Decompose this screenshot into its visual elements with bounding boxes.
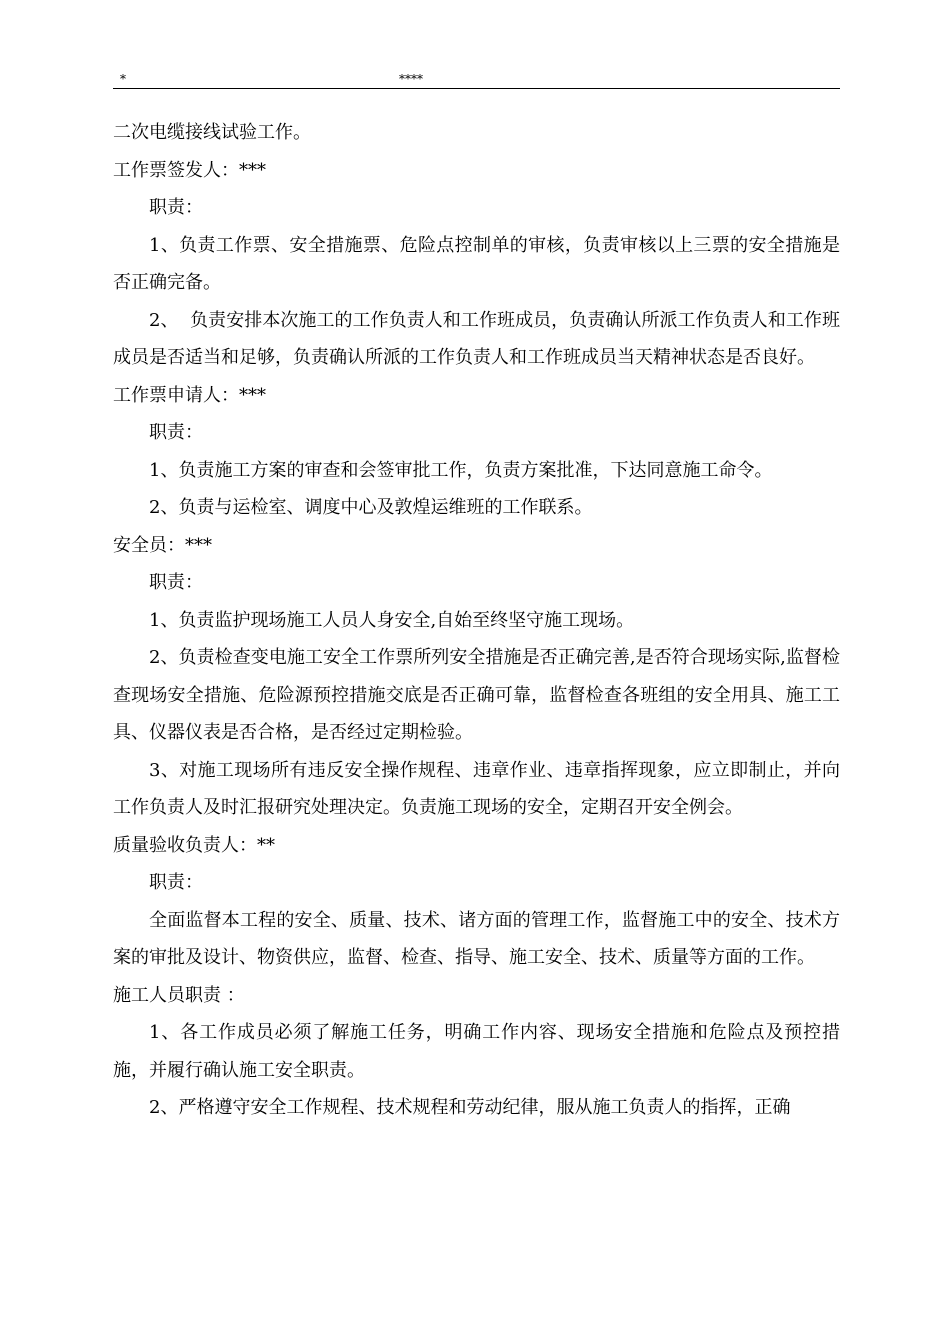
duties-label: 职责： (149, 872, 203, 893)
applicant-duty-1: 1、负责施工方案的审查和会签审批工作，负责方案批准，下达同意施工命令。 (149, 459, 773, 481)
duties-label: 职责： (149, 197, 203, 218)
document-body (113, 114, 840, 1127)
quality-duty: 全面监督本工程的安全、质量、技术、诸方面的管理工作，监督施工中的安全、技术方案的审批及设计、物资供应，监督、检查、指导、施工安全、技术、质量等方面的工作。 (113, 909, 840, 968)
applicant-duty-2: 2、负责与运检室、调度中心及敦煌运维班的工作联系。 (149, 497, 593, 518)
heading-safety-officer: 安全员：*** (113, 534, 212, 556)
heading-quality-acceptance: 质量验收负责人：** (113, 834, 275, 856)
duties-label: 职责： (149, 422, 203, 443)
paragraph-intro: 二次电缆接线试验工作。 (113, 122, 311, 143)
safety-duty-1: 1、负责监护现场施工人员人身安全,自始至终坚守施工现场。 (149, 609, 635, 631)
heading-construction-staff: 施工人员职责 ： (113, 984, 245, 1006)
issuer-duty-2: 2、 负责安排本次施工的工作负责人和工作班成员，负责确认所派工作负责人和工作班成员是否适当和足够，负责确认所派的工作负责人和工作班成员当天精神状态是否良好。 (113, 309, 840, 368)
header-left-mark: * (120, 72, 126, 86)
staff-duty-2: 2、严格遵守安全工作规程、技术规程和劳动纪律，服从施工负责人的指挥，正确 (149, 1097, 791, 1118)
staff-duty-1: 1、各工作成员必须了解施工任务，明确工作内容、现场安全措施和危险点及预控措施，并履行确认施工安全职责。 (113, 1022, 840, 1081)
safety-duty-2: 2、负责检查变电施工安全工作票所列安全措施是否正确完善,是否符合现场实际,监督检查现场安全措施、危险源预控措施交底是否正确可靠，监督检查各班组的安全用具、施工工具、仪器仪表是否合格，是否经过定期检验。 (113, 647, 840, 743)
heading-ticket-applicant: 工作票申请人：*** (113, 384, 266, 406)
duties-label: 职责： (149, 572, 203, 593)
header-center-mark: **** (399, 72, 423, 86)
issuer-duty-1: 1、负责工作票、安全措施票、危险点控制单的审核，负责审核以上三票的安全措施是否正确完备。 (113, 234, 840, 293)
safety-duty-3: 3、对施工现场所有违反安全操作规程、违章作业、违章指挥现象，应立即制止，并向工作负责人及时汇报研究处理决定。负责施工现场的安全，定期召开安全例会。 (113, 759, 840, 818)
heading-ticket-issuer: 工作票签发人：*** (113, 159, 266, 181)
page-header (113, 68, 840, 89)
